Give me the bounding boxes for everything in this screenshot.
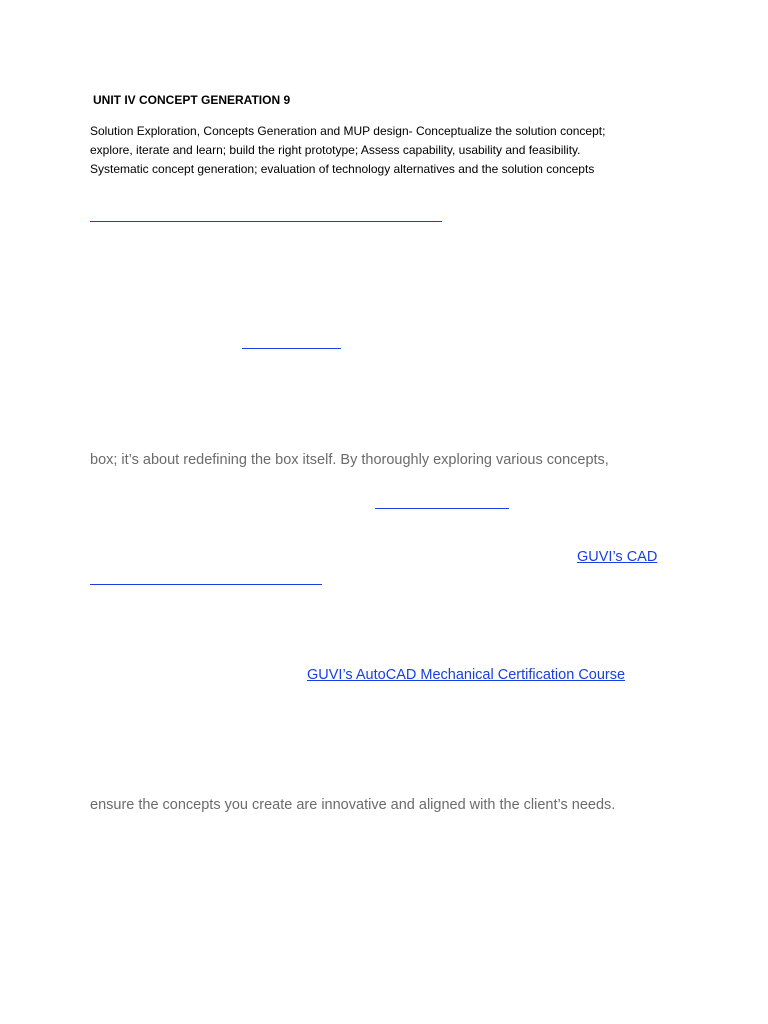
syllabus-paragraph xyxy=(90,122,690,179)
hyperlink-underline[interactable] xyxy=(242,348,341,349)
syllabus-line: Solution Exploration, Concepts Generation and MUP design- Conceptualize the solution concept; xyxy=(90,124,606,138)
syllabus-line: Systematic concept generation; evaluation of technology alternatives and the solution concepts xyxy=(90,162,595,176)
guvi-cad-link[interactable]: GUVI’s CAD xyxy=(577,549,658,565)
body-paragraph-box: box; it’s about redefining the box itself. By thoroughly exploring various concepts, xyxy=(90,452,609,468)
syllabus-line: explore, iterate and learn; build the right prototype; Assess capability, usability and feasibility. xyxy=(90,143,581,157)
hyperlink-underline[interactable] xyxy=(375,508,509,509)
body-paragraph-ensure: ensure the concepts you create are innovative and aligned with the client’s needs. xyxy=(90,797,616,813)
autocad-course-link[interactable]: GUVI’s AutoCAD Mechanical Certification Course xyxy=(307,667,626,683)
unit-heading: UNIT IV CONCEPT GENERATION 9 xyxy=(93,93,291,107)
hyperlink-underline[interactable] xyxy=(90,221,442,222)
hyperlink-underline[interactable] xyxy=(90,584,322,585)
